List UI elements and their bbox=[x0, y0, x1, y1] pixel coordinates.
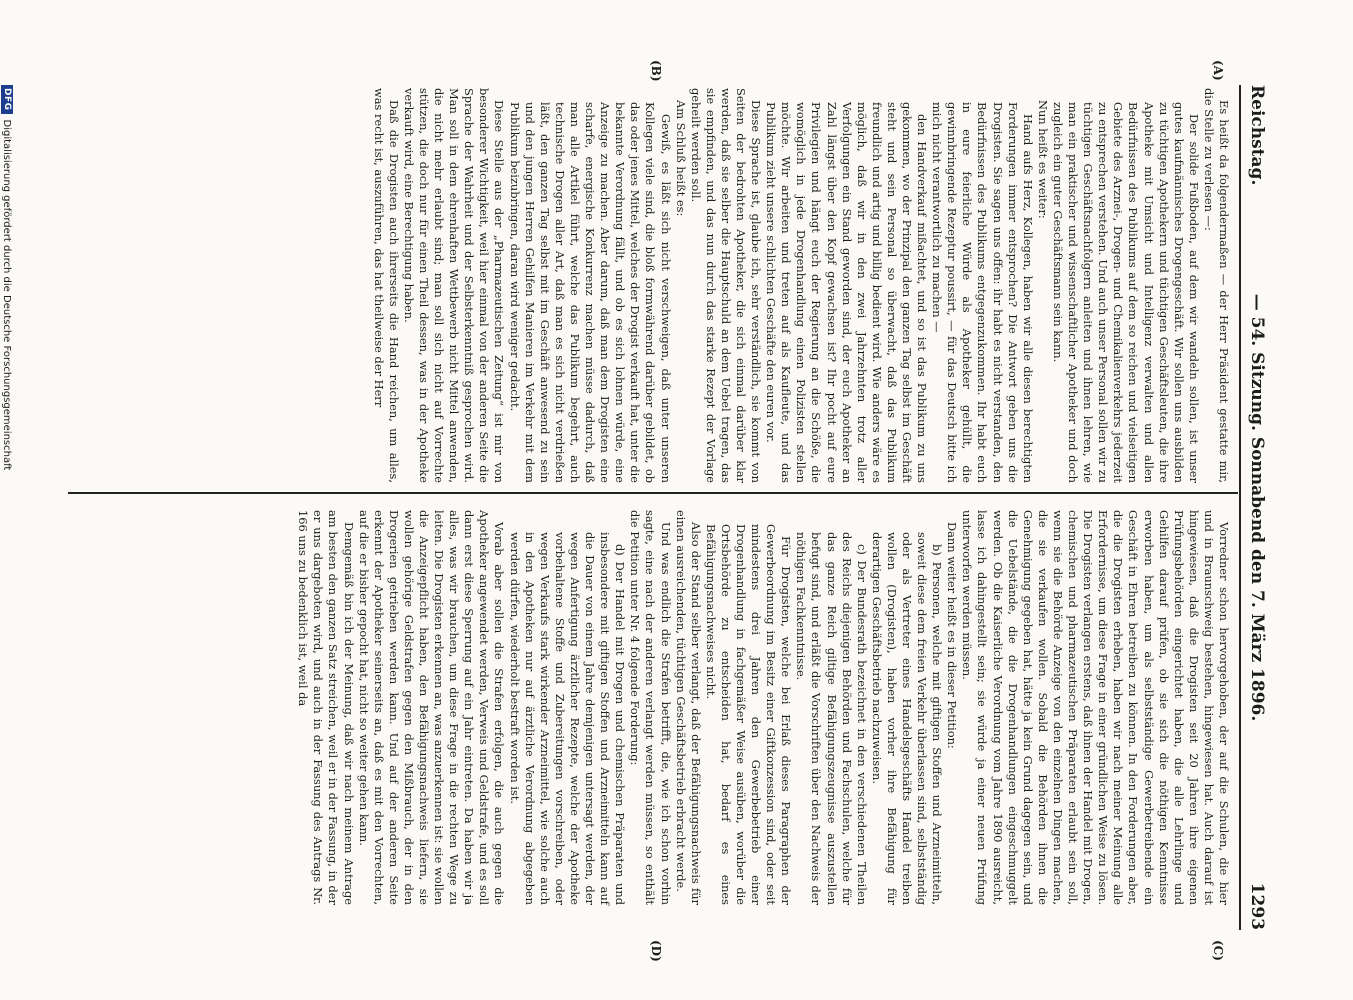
margin-mark-a: (A) bbox=[1211, 60, 1225, 81]
paragraph: Es heißt da folgendermaßen — der Herr Präsident gestatte mir, die Stelle zu verlesen —: bbox=[1201, 88, 1231, 483]
paragraph: d) Der Handel mit Drogen und chemischen Präparaten und insbesondere mit giftigen Stoffen und Arzneimitteln kann auf die Dauer von einem Jahre demjenigen untersagt werden, der wegen Anfertigung ärztlicher Rezepte, welche der Apotheke vorbehaltene Stoffe und Zubereitungen vorschreiben, oder wegen Verkaufs stark wirkender Arzneimittel, wie solche auch in den Apotheken nur auf ärztliche Verordnung abgegeben werden dürfen, wiederholt bestraft worden ist. bbox=[507, 532, 628, 905]
paragraph: Daß die Drogisten auch ihrerseits die Hand reichen, um alles, was recht ist, auszuführen, das hat theilweise der Herr bbox=[371, 88, 401, 483]
left-column bbox=[371, 88, 1231, 483]
paragraph: c) Der Bundesrath bezeichnet in den verschiedenen Theilen des Reichs diejenigen Behörden und Fachschulen, welche für das ganze Reich giltige Befähigungszeugnisse auszustellen befugt sind, und erläßt die Vorschriften über den Nachweis der nöthigen Fachkenntnisse. bbox=[794, 532, 869, 905]
footer-credit bbox=[1, 85, 13, 930]
paragraph: Vorab aber sollen die Strafen erfolgen, die auch gegen die Apotheker angewendet werden, Verweis und Geldstrafe, und es soll dann erst diese Sperrung auf ein Jahr eintreten. Da haben wir ja alles, was wir brauchen, um diese Frage in die rechten Wege zu leiten. Die Drogisten erkennen an, was anzuerkennen ist: sie wollen die Anzeigepflicht haben, den Befähigungsnachweis liefern, sie wollen gehörige Geldstrafen gegen den Mißbrauch, der in den Drogerien getrieben werden kann. Und auf der anderen Seite erkennt der Apotheker seinerseits an, daß es mit den Vorrechten, auf die er bisher gepocht hat, nicht so weiter gehen kann. bbox=[356, 510, 507, 905]
footer-text: Digitalisierung gefördert durch die Deutsche Forschungsgemeinschaft bbox=[1, 119, 13, 471]
right-column bbox=[295, 510, 1231, 905]
header-title: Reichstag. bbox=[1247, 85, 1267, 186]
paragraph: Und was endlich die Strafen betrifft, die, wie ich schon vorhin sagte, eine nach der anderen verlangt werden müssen, so enthält die Petition unter Nr. 4 folgende Forderung: bbox=[628, 510, 673, 905]
paragraph: Hand aufs Herz, Kollegen, haben wir alle diesen berechtigten Forderungen immer entsprochen? Die Antwort geben uns die Drogisten. Sie sagen uns offen: ihr habt es nicht verstanden, den Bedürfnissen des Publikums entgegenzukommen. Ihr habt euch in eure feierliche Würde als Apotheker gehüllt, die gewinnbringende Rezeptur poussirt, — für das Deutsch bitte ich mich nicht verantwortlich zu machen — bbox=[930, 102, 1035, 483]
paragraph: Gewiß, es läßt sich nicht verschweigen, daß unter unseren Kollegen viele sind, die bloß formwährend darüber gebildet, ob das oder jenes Mittel, welches der Drogist verkauft hat, unter die bekannte Verordnung fällt, und ob es sich lohnen würde, eine Anzeige zu machen. Aber darum, daß man dem Drogisten eine scharfe, energische Konkurrenz machen müsse dadurch, daß man alle Artikel führt, welche das Publikum begehrt, auch technische Drogen aller Art, daß man es sich nicht verdrießen läßt, den ganzen Tag selbst mit im Geschäft anwesend zu sein und den jungen Herren Gehilfen Manieren im Verkehr mit dem Publikum beizubringen, daran wird weniger gedacht. bbox=[507, 102, 673, 483]
paragraph: b) Personen, welche mit giftigen Stoffen und Arzneimitteln, soweit diese dem freien Verkehr überlassen sind, selbstständig oder als Vertreter eines Handelsgeschäfts Handel treiben wollen (Drogisten), haben vorher ihre Befähigung für derartigen Geschäftsbetrieb nachzuweisen. bbox=[869, 532, 945, 905]
paragraph: Demgemäß bin ich der Meinung, daß wir nach meinem Antrage am besten den ganzen Satz streichen, weil er in der Fassung, in der er uns dargeboten wird, und auch in der Fassung des Antrags Nr. 166 uns zu bedenklich ist, weil da bbox=[296, 510, 356, 905]
paragraph: Diese Sprache ist, glaube ich, sehr verständlich, sie kommt von Seiten der bedrohten Apotheker, die sich einmal darüber klar werden, daß sie selber die Hauptschuld an dem Uebel tragen, das sie empfinden, und das nun durch das starke Rezept der Vorlage geheilt werden soll. bbox=[688, 88, 764, 483]
dfg-logo: DFG bbox=[1, 85, 13, 114]
page-header bbox=[1235, 85, 1275, 930]
margin-mark-c: (C) bbox=[1211, 940, 1225, 961]
paragraph: Nun heißt es weiter: bbox=[1035, 100, 1050, 219]
header-rule bbox=[1239, 85, 1241, 930]
paragraph: Am Schluß heißt es: bbox=[673, 100, 688, 217]
paragraph: Der solide Fußboden, auf dem wir wandeln sollen, ist unser gutes kaufmännisches Drogengeschäft. Wir sollen uns ausbilden zu tüchtigen Apothekern und tüchtigen Geschäftsleuten, die ihre Apotheke mit Umsicht und Intelligenz verwalten und allen Bedürfnissen des Publikums auf dem so reichen und vielseitigen Gebiete des Arznei-, Drogen- und Chemikalienverkehrs jederzeit zu entsprechen verstehen. Und auch unser Personal sollen wir zu tüchtigen Geschäftsnachfolgern anleiten und ihnen lehren, wie man ein praktischer und wissenschaftlicher Apotheker und doch zugleich ein guter Geschäftsmann sein kann. bbox=[1050, 102, 1201, 483]
paragraph: Also der Stand selber verlangt, daß der Befähigungsnachweis für einen ausreichenden, tüchtigen Geschäftsbetrieb erbracht werde. bbox=[673, 510, 703, 905]
paragraph: Dann weiter heißt es in dieser Petition: bbox=[945, 522, 960, 749]
header-session: — 54. Sitzung. Sonnabend den 7. März 1896. bbox=[1247, 293, 1267, 722]
column-divider bbox=[68, 492, 1238, 494]
margin-mark-b: (B) bbox=[649, 60, 663, 82]
paragraph: Für Drogisten, welche bei Erlaß dieses Paragraphen der Gewerbeordnung im Besitz einer Giftkonzession sind, oder seit mindestens drei Jahren den Gewerbebetrieb einer Drogenhandlung in fachgemäßer Weise ausüben, worüber die Ortsbehörde zu entscheiden hat, bedarf es eines Befähigungsnachweises nicht. bbox=[703, 524, 794, 905]
margin-mark-d: (D) bbox=[649, 940, 663, 962]
paragraph: den Handverkauf mißachtet, und so ist das Publikum zu uns gekommen, wo der Prinzipal den ganzen Tag selbst im Geschäft steht und sein Personal so überwacht, daß das Publikum freundlich und artig und billig bedient wird. Wie anders wäre es möglich, daß wir in den zwei Jahrzehnten trotz aller Verfolgungen ein Stand geworden sind, der euch Apotheker an Zahl längst über den Kopf gewachsen ist? Ihr pocht auf eure Privilegien und hängt euch der Regierung an die Schöße, die womöglich in jede Drogenhandlung einen Polizisten stellen möchte. Wir arbeiten und treten auf als Kaufleute, und das Publikum zieht unsere schlichten Geschäfte den euren vor. bbox=[764, 102, 930, 483]
page-number: 1293 bbox=[1247, 882, 1267, 930]
paragraph: Diese Stelle aus der „Pharmazeutischen Zeitung“ ist mir von besonderer Wichtigkeit, weil hier einmal von der anderen Seite die Sprache der Wahrheit und der Selbsterkenntniß gesprochen wird. Man soll in dem ehrenhaften Wettbewerb nicht Mittel anwenden, die nicht mehr erlaubt sind; man soll sich nicht auf Vorrechte stützen, die doch nur für einen Theil dessen, was in der Apotheke verkauft wird, eine Berechtigung haben. bbox=[401, 88, 507, 483]
paragraph: Vorredner schon hervorgehoben, der auf die Schulen, die hier und in Braunschweig bestehen, hingewiesen hat. Auch darauf ist hingewiesen, daß die Drogisten seit 20 Jahren ihre eigenen Prüfungsbehörden eingerichtet haben, die alle Lehrlinge und Gehilfen darauf prüfen, ob sie sich die nöthigen Kenntnisse erworben haben, um als selbstständige Gewerbetreibende ein Geschäft in Ehren betreiben zu können. In den Forderungen aber, die die Drogisten erheben, haben wir nach meiner Meinung alle Erfordernisse, um diese Frage in einer gründlichen Weise zu lösen. Die Drogisten verlangen erstens, daß ihnen der Handel mit Drogen, chemischen und pharmazeutischen Präparaten erlaubt sein soll, wenn sie die Behörde Anzeige von den einzelnen Dingen machen, die sie verkaufen wollen. Sobald die Behörden ihnen die Genehmigung gegeben hat, hätte ja kein Grund dagegen sein, und die Uebelstände, die die Drogenhandlungen eingeschmuggelt werden. Ob die Kaiserliche Verordnung vom Jahre 1890 ausreicht, lasse ich dahingestellt sein; sie würde ja einer neuen Prüfung unterworfen werden müssen. bbox=[960, 510, 1231, 905]
